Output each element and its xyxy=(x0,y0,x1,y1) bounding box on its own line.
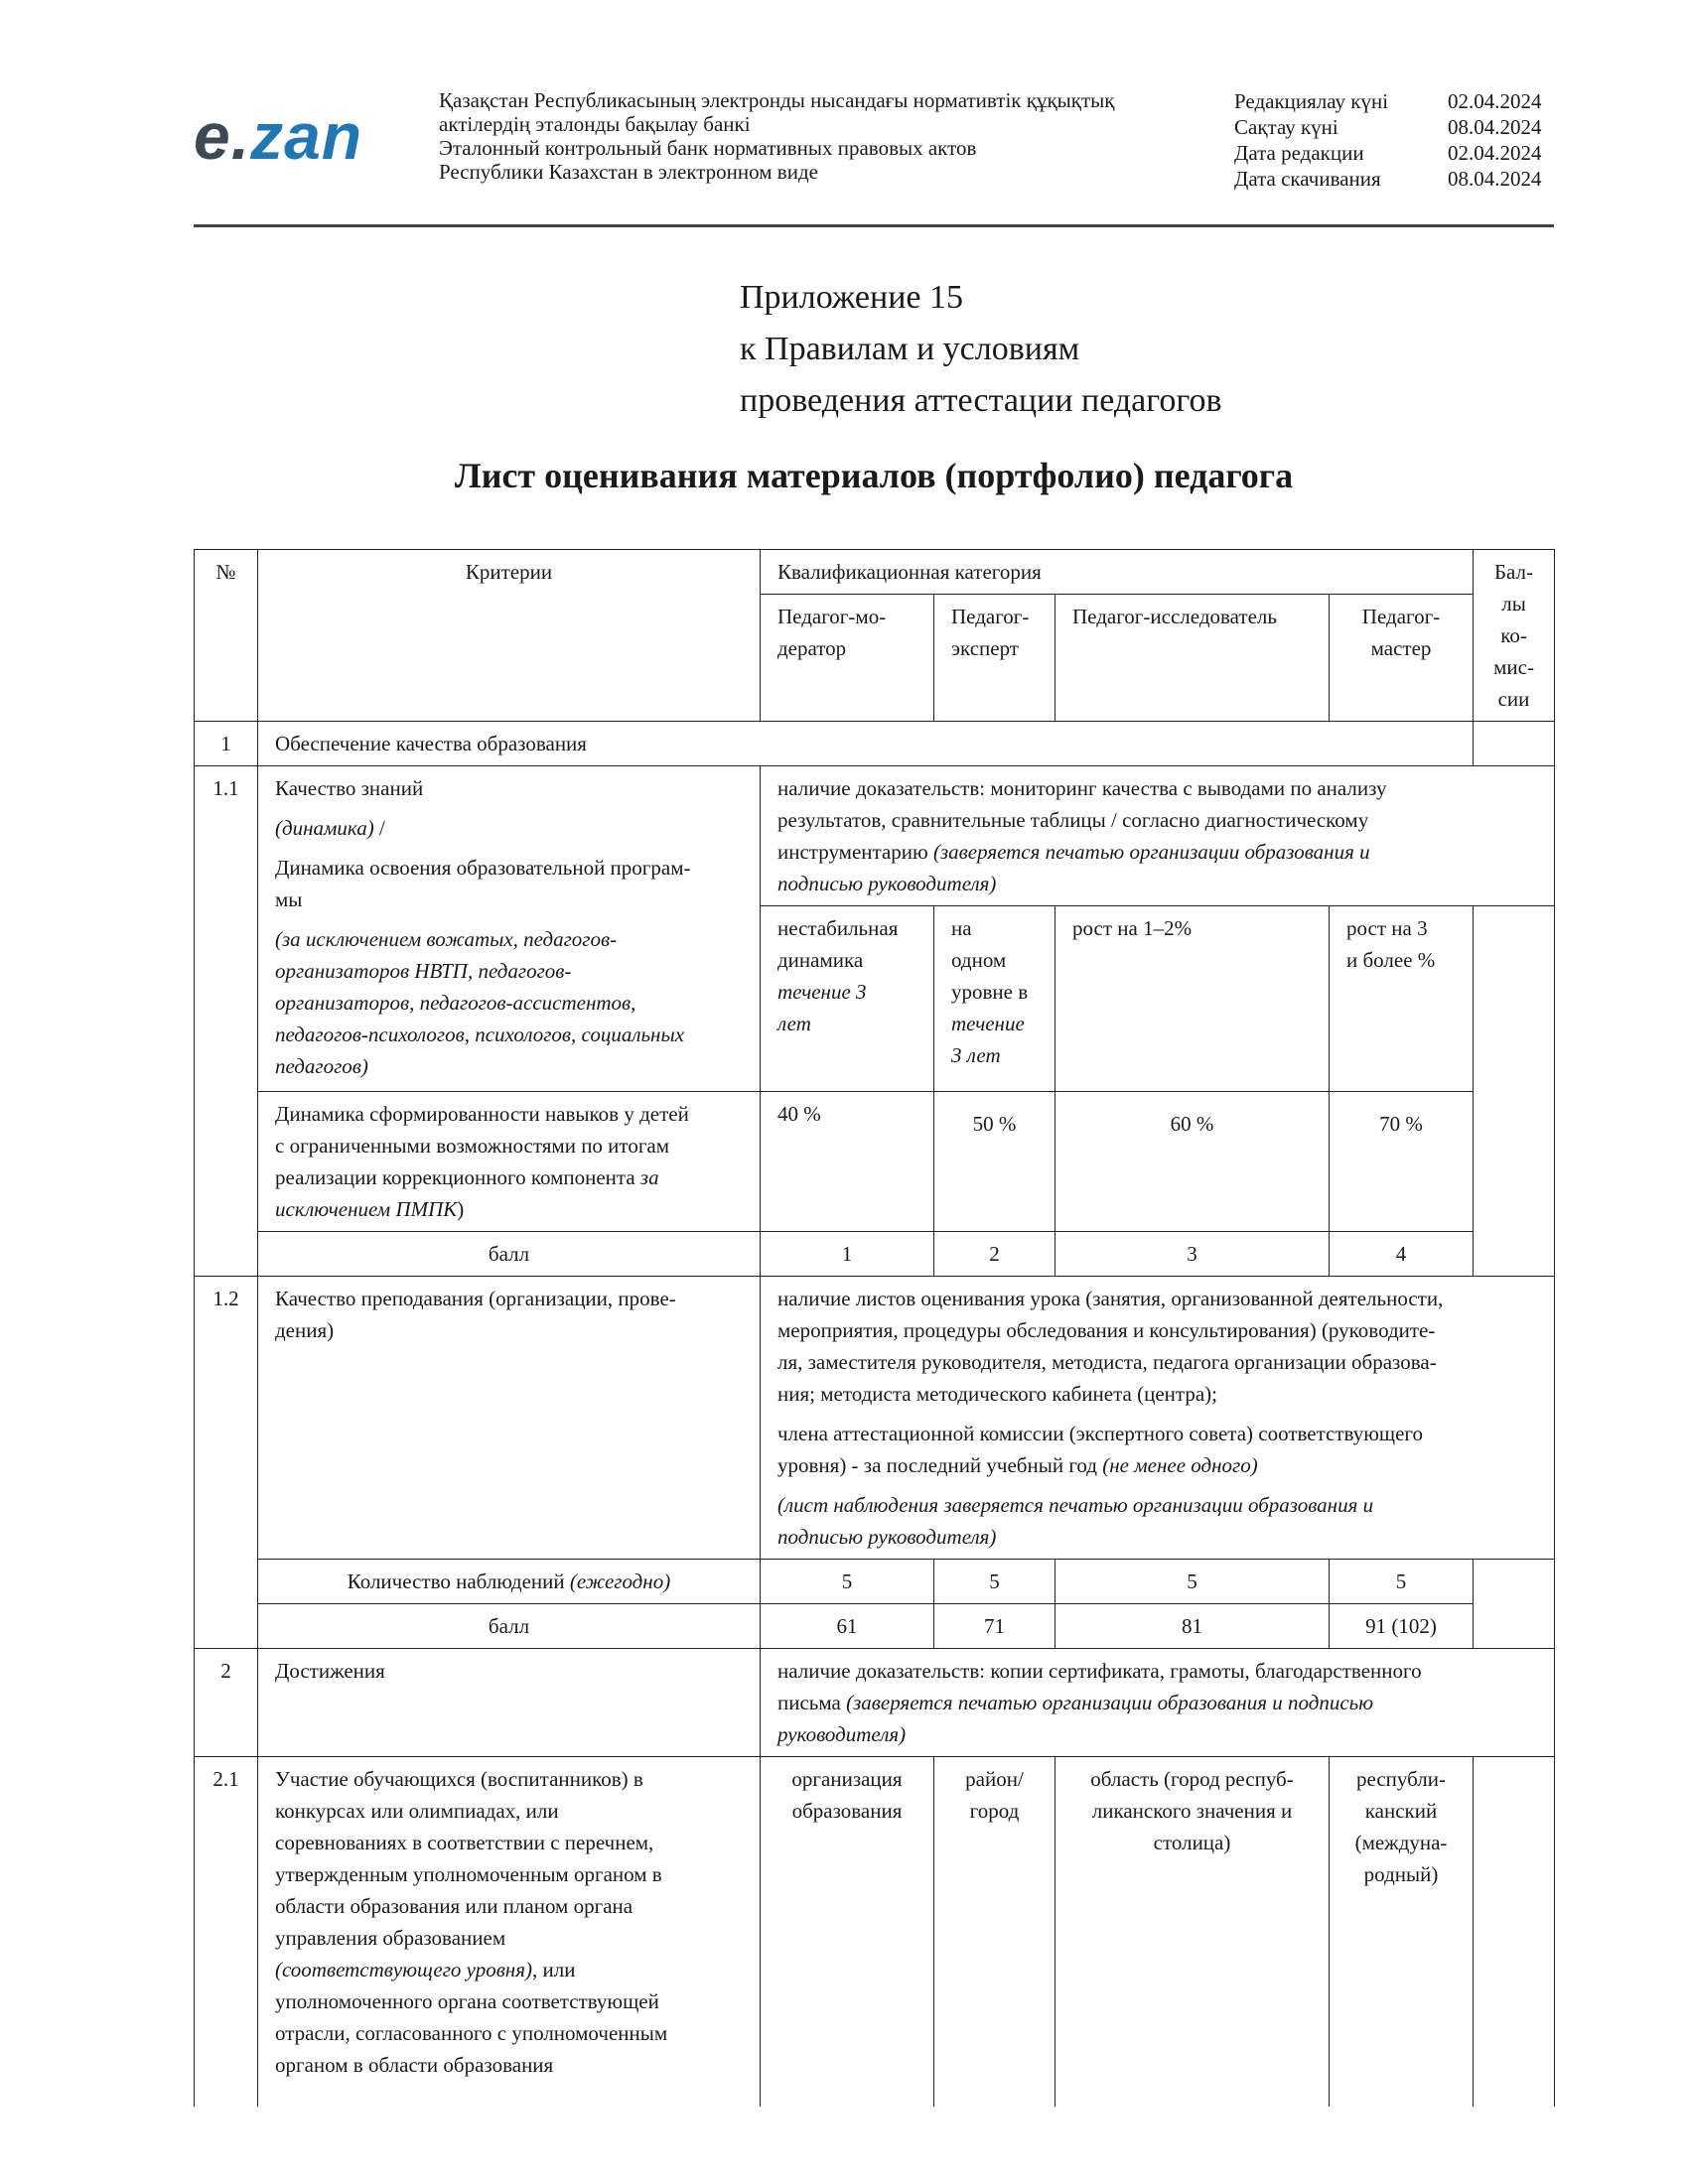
bank-name-line: Республики Казахстан в электронном виде xyxy=(439,160,818,184)
score-label: балл xyxy=(258,1232,761,1277)
evidence-cell xyxy=(761,1649,1555,1757)
criterion-text: Динамика освоения образовательной програм- мы xyxy=(275,856,691,911)
evidence-text: члена аттестационной комиссии (экспертного совета) соответствующего уровня) - за последний учебный год xyxy=(777,1422,1424,1477)
score-label: балл xyxy=(258,1604,761,1649)
header-commission: Бал- лы ко- мис- сии xyxy=(1474,550,1555,722)
header-criteria: Критерии xyxy=(258,550,761,722)
criterion-text: / xyxy=(373,816,385,840)
criterion-cell xyxy=(258,766,761,1092)
date-label: Дата редакции xyxy=(1234,141,1364,165)
date-label: Дата скачивания xyxy=(1234,167,1381,191)
appendix-line: проведения аттестации педагогов xyxy=(740,382,1222,419)
date-label: Сақтау күні xyxy=(1234,115,1338,139)
level-note: течение 3 лет xyxy=(777,980,867,1035)
date-label: Редакциялау күні xyxy=(1234,89,1389,113)
criterion-cell xyxy=(258,1092,761,1232)
assessment-table xyxy=(194,549,1555,2107)
evidence-note: (лист наблюдения заверяется печатью организации образования и подписью руководителя) xyxy=(777,1493,1374,1549)
score-cell: 4 xyxy=(1330,1232,1474,1277)
header-moderator: Педагог-мо- дератор xyxy=(761,595,934,722)
score-cell: 61 xyxy=(761,1604,934,1649)
level-organization: организация образования xyxy=(761,1757,934,2107)
bank-name-line: Эталонный контрольный банк нормативных правовых актов xyxy=(439,136,977,160)
commission-cell xyxy=(1474,906,1555,1277)
observations-cell: 5 xyxy=(1055,1560,1330,1604)
observations-cell: 5 xyxy=(1330,1560,1474,1604)
bank-name-line: Қазақстан Республикасының электронды нысандағы нормативтік құқықтық xyxy=(439,88,1115,112)
section-number: 2 xyxy=(195,1649,258,1757)
evidence-text: наличие доказательств: мониторинг качества с выводами по анализу результатов, сравнительные таблицы / согласно диагностическому инструментарию xyxy=(777,776,1387,864)
score-cell: 3 xyxy=(1055,1232,1330,1277)
row-number: 1.2 xyxy=(195,1277,258,1649)
observations-cell: 5 xyxy=(934,1560,1055,1604)
bank-name xyxy=(439,88,1114,184)
level-note: течение 3 лет xyxy=(951,1012,1025,1067)
observations-text: Количество наблюдений xyxy=(347,1570,570,1593)
date-block xyxy=(1234,88,1542,192)
header-category: Квалификационная категория xyxy=(761,550,1474,595)
date-value: 08.04.2024 xyxy=(1448,115,1542,139)
header-number: № xyxy=(195,550,258,722)
date-value: 02.04.2024 xyxy=(1448,89,1542,113)
section-title: Обеспечение качества образования xyxy=(258,722,1474,766)
evidence-cell xyxy=(761,766,1555,906)
evidence-text: наличие листов оценивания урока (занятия, организованной деятельности, мероприятия, процедуры обследования и консультирования) (руководите- ля, заместителя руководителя, методиста, педагога организации образова- ния; методиста методического кабинета (центра); xyxy=(777,1287,1444,1406)
date-value: 02.04.2024 xyxy=(1448,141,1542,165)
expert-cell xyxy=(934,906,1055,1092)
criterion-cell xyxy=(258,1757,761,2107)
criterion-note: (динамика) xyxy=(275,816,374,840)
score-cell: 91 (102) xyxy=(1330,1604,1474,1649)
percent-cell: 60 % xyxy=(1055,1092,1330,1232)
criterion-note: за исключением ПМПК xyxy=(275,1165,659,1221)
row-number: 2.1 xyxy=(195,1757,258,2107)
evidence-note: (заверяется печатью организации образования и подписью руководителя) xyxy=(777,840,1370,895)
researcher-cell: рост на 1–2% xyxy=(1055,906,1330,1092)
commission-cell xyxy=(1474,1560,1555,1649)
evidence-note: (не менее одного) xyxy=(1102,1453,1258,1477)
evidence-note: (заверяется печатью организации образования и подписью руководителя) xyxy=(777,1691,1374,1746)
header-expert: Педагог- эксперт xyxy=(934,595,1055,722)
date-value: 08.04.2024 xyxy=(1448,167,1542,191)
level-region: область (город респуб- ликанского значения и столица) xyxy=(1055,1757,1330,2107)
master-cell: рост на 3 и более % xyxy=(1330,906,1474,1092)
section-title: Достижения xyxy=(258,1649,761,1757)
commission-cell xyxy=(1474,1757,1555,2107)
bank-name-line: актілердің эталонды бақылау банкі xyxy=(439,112,751,136)
observations-note: (ежегодно) xyxy=(569,1570,671,1593)
ezan-logo: e.zan xyxy=(194,99,363,173)
appendix-line: Приложение 15 xyxy=(740,279,963,316)
percent-cell: 70 % xyxy=(1330,1092,1474,1232)
observations-cell: 5 xyxy=(761,1560,934,1604)
header-researcher: Педагог-исследователь xyxy=(1055,595,1330,722)
observations-label xyxy=(258,1560,761,1604)
criterion-text: Участие обучающихся (воспитанников) в конкурсах или олимпиадах, или соревнованиях в соответствии с перечнем, утвержденным уполномоченным органом в области образования или планом органа управления образованием xyxy=(275,1767,662,1950)
percent-cell: 40 % xyxy=(761,1092,934,1232)
level-republic: республи- канский (междуна- родный) xyxy=(1330,1757,1474,2107)
appendix-line: к Правилам и условиям xyxy=(740,331,1080,367)
criterion-text: , или уполномоченного органа соответствующей отрасли, согласованного с уполномоченным органом в области образования xyxy=(275,1958,668,2077)
evidence-cell xyxy=(761,1277,1555,1560)
percent-cell: 50 % xyxy=(934,1092,1055,1232)
moderator-cell xyxy=(761,906,934,1092)
criterion-cell: Качество преподавания (организации, прове- дения) xyxy=(258,1277,761,1560)
level-district: район/ город xyxy=(934,1757,1055,2107)
header-divider xyxy=(194,224,1554,227)
score-cell: 1 xyxy=(761,1232,934,1277)
score-cell: 71 xyxy=(934,1604,1055,1649)
criterion-text: ) xyxy=(457,1197,465,1221)
criterion-note: (за исключением вожатых, педагогов- организаторов НВТП, педагогов- организаторов, педагогов-ассистентов, педагогов-психологов, психологов, социальных педагогов) xyxy=(275,927,685,1078)
score-cell: 81 xyxy=(1055,1604,1330,1649)
criterion-text: Качество знаний xyxy=(275,776,424,800)
level-text: на одном уровне в xyxy=(951,916,1029,1004)
commission-cell xyxy=(1474,722,1555,766)
criterion-note: (соответствующего уровня) xyxy=(275,1958,532,1981)
evidence-text: наличие доказательств: копии сертификата, грамоты, благодарственного письма xyxy=(777,1659,1422,1714)
document-title: Лист оценивания материалов (портфолио) педагога xyxy=(454,456,1294,495)
appendix-note xyxy=(740,272,1222,427)
row-number: 1.1 xyxy=(195,766,258,1277)
section-number: 1 xyxy=(195,722,258,766)
header-master: Педагог- мастер xyxy=(1330,595,1474,722)
level-text: нестабильная динамика xyxy=(777,916,899,972)
score-cell: 2 xyxy=(934,1232,1055,1277)
document-header xyxy=(194,84,1554,223)
criterion-text: Динамика сформированности навыков у детей с ограниченными возможностями по итогам реализации коррекционного компонента xyxy=(275,1102,689,1189)
